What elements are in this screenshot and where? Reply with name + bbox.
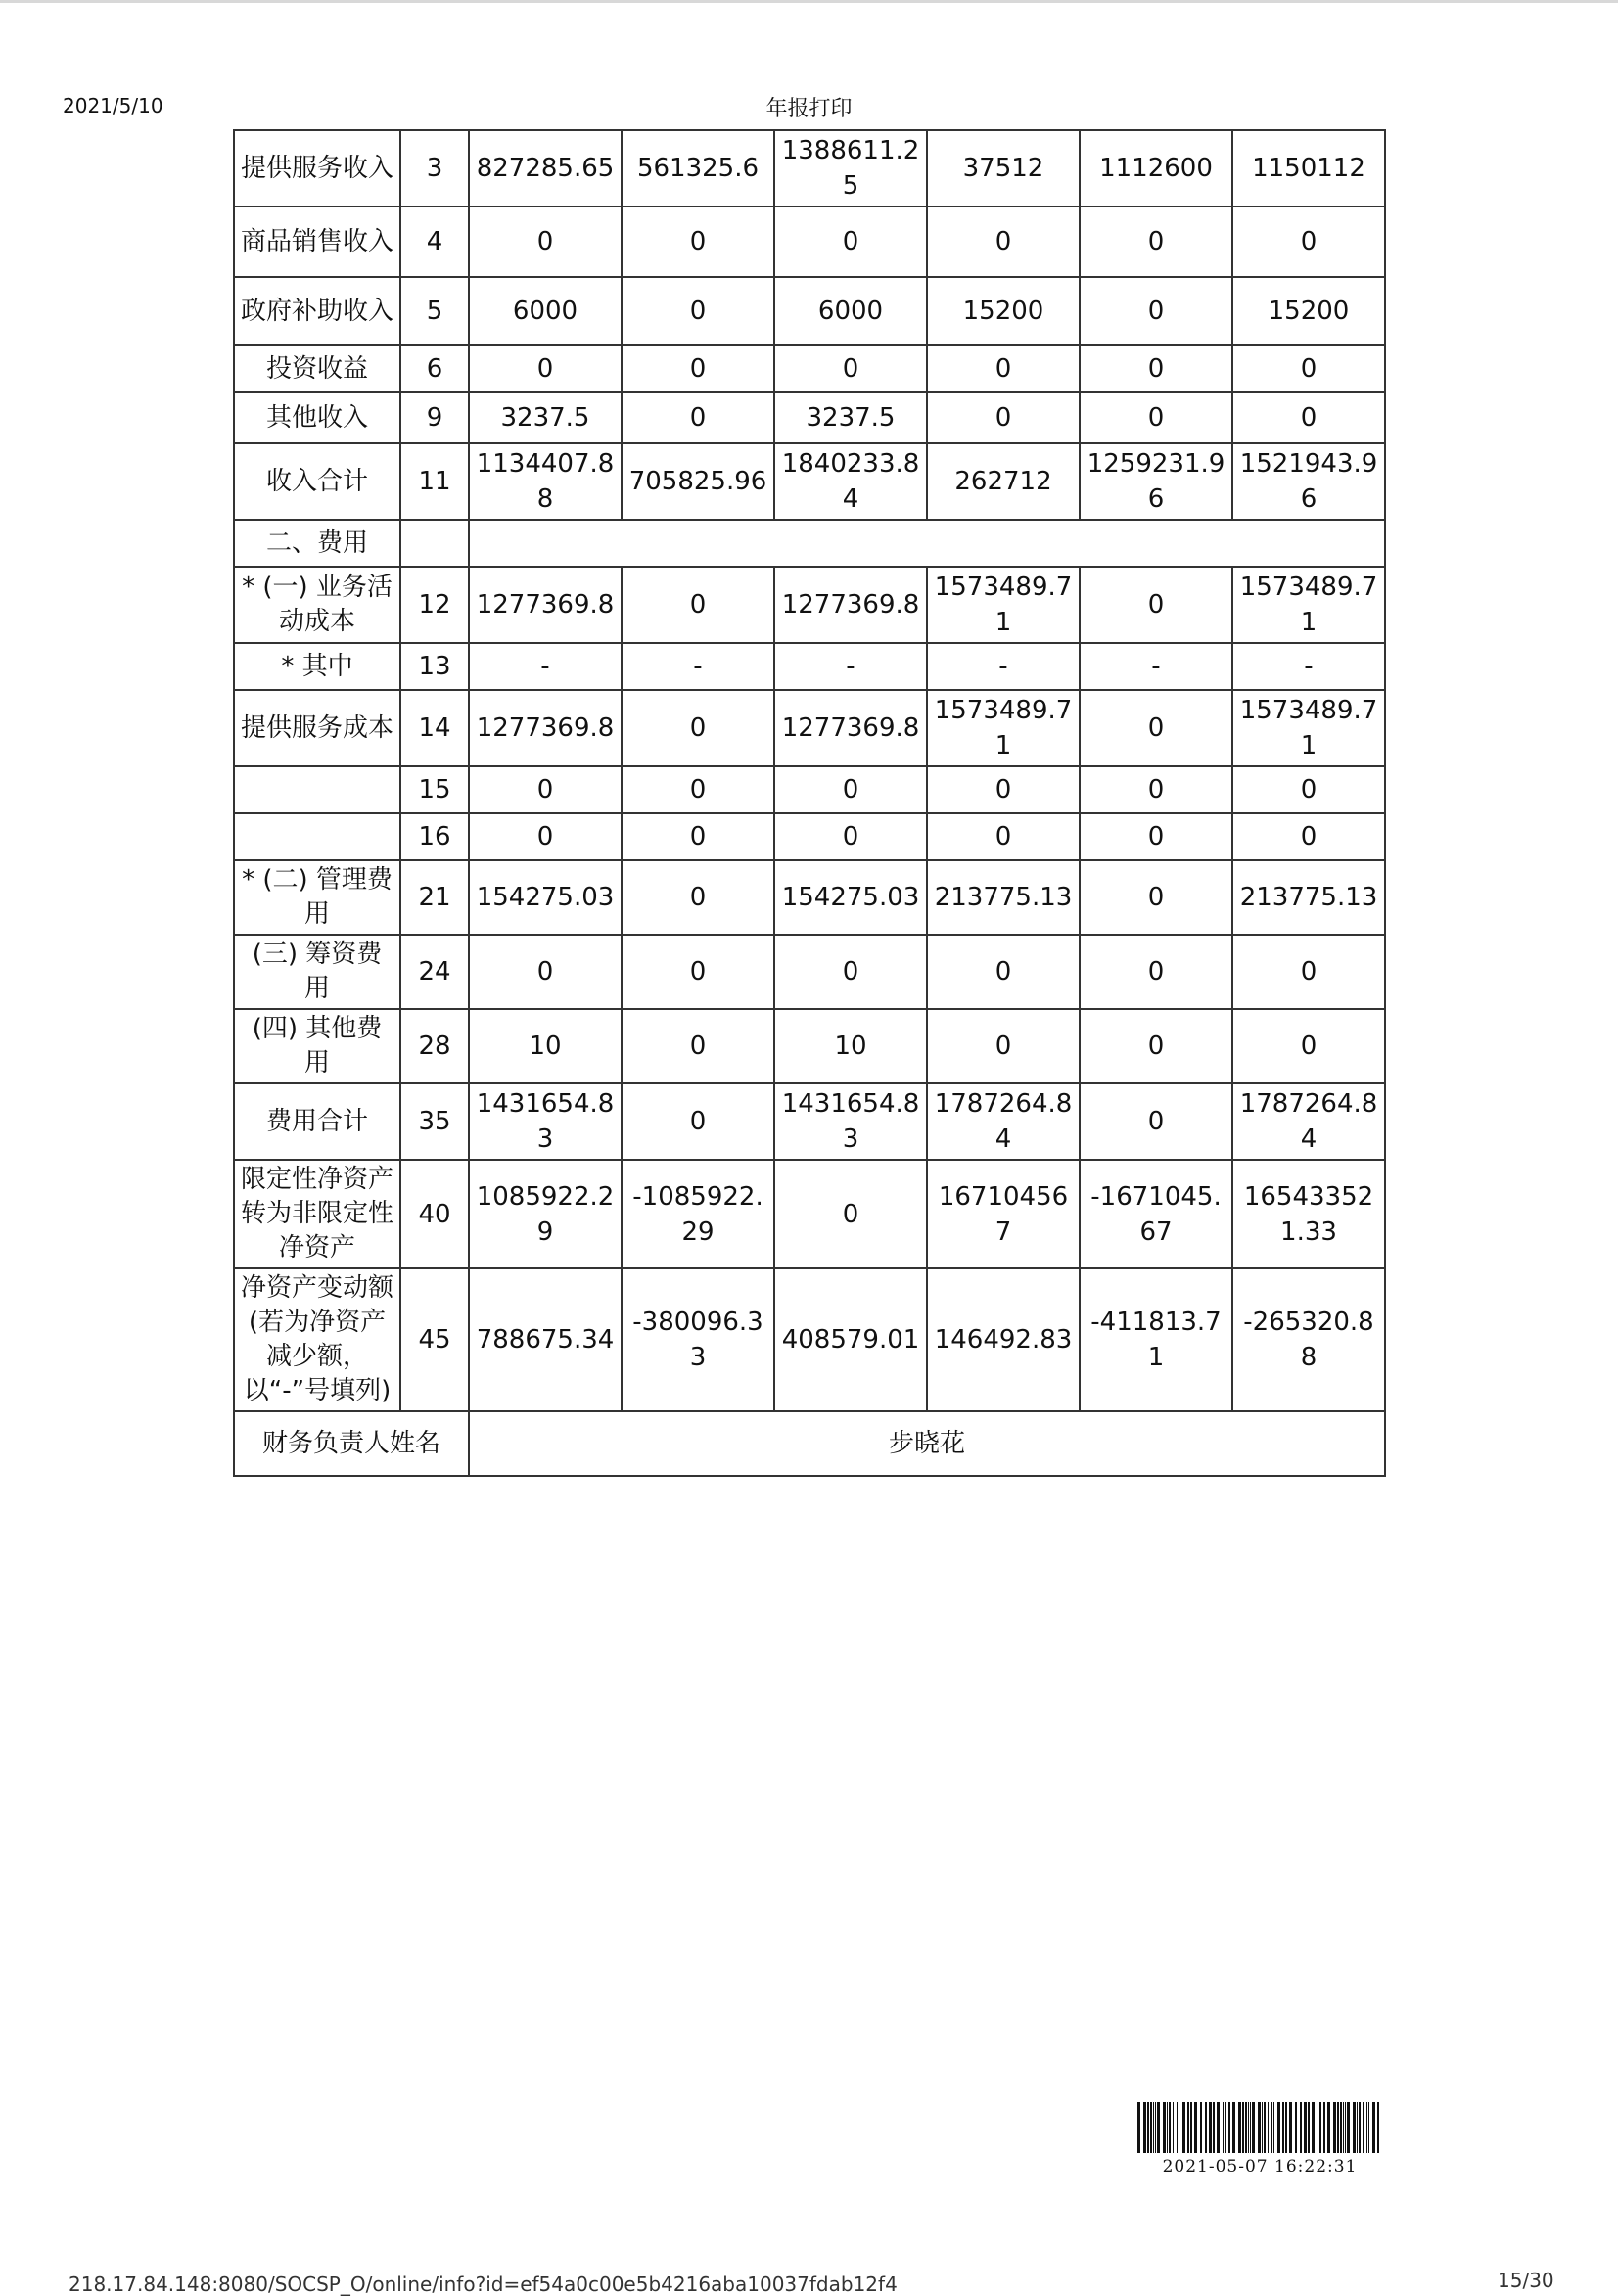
line-number-cell: 13 xyxy=(400,643,469,690)
line-number-cell xyxy=(400,520,469,567)
value-cell: 0 xyxy=(1080,766,1232,813)
value-cell: 1840233.84 xyxy=(774,443,927,520)
table-row xyxy=(234,207,1385,277)
value-cell: 0 xyxy=(927,392,1080,443)
value-cell: 0 xyxy=(1080,935,1232,1009)
value-cell: 1277369.8 xyxy=(469,690,622,766)
footer-url: 218.17.84.148:8080/SOCSP_O/online/info?id=ef54a0c00e5b4216aba10037fdab12f4 xyxy=(69,2273,898,2296)
table-row xyxy=(234,443,1385,520)
value-cell: 705825.96 xyxy=(622,443,774,520)
table-row xyxy=(234,277,1385,345)
page-number: 15/30 xyxy=(1498,2269,1554,2292)
row-label: 提供服务成本 xyxy=(234,690,400,766)
value-cell: - xyxy=(469,643,622,690)
value-cell: 0 xyxy=(1232,935,1385,1009)
value-cell: 0 xyxy=(1080,1083,1232,1160)
value-cell: 0 xyxy=(1080,690,1232,766)
row-label: 限定性净资产转为非限定性净资产 xyxy=(234,1160,400,1268)
value-cell: 0 xyxy=(774,935,927,1009)
value-cell: 0 xyxy=(622,392,774,443)
value-cell: 1521943.96 xyxy=(1232,443,1385,520)
row-label: (四) 其他费用 xyxy=(234,1009,400,1083)
line-number-cell: 6 xyxy=(400,345,469,392)
value-cell: 0 xyxy=(469,207,622,277)
value-cell: 1112600 xyxy=(1080,130,1232,207)
value-cell: 0 xyxy=(1080,345,1232,392)
value-cell: 167104567 xyxy=(927,1160,1080,1268)
line-number-cell: 21 xyxy=(400,860,469,935)
value-cell: 10 xyxy=(469,1009,622,1083)
value-cell: -265320.88 xyxy=(1232,1268,1385,1411)
value-cell: 1431654.83 xyxy=(469,1083,622,1160)
table-row xyxy=(234,1083,1385,1160)
value-cell: 15200 xyxy=(927,277,1080,345)
value-cell: 262712 xyxy=(927,443,1080,520)
value-cell: 0 xyxy=(1232,813,1385,860)
value-cell: 0 xyxy=(1232,345,1385,392)
value-cell: 6000 xyxy=(774,277,927,345)
value-cell: 0 xyxy=(927,935,1080,1009)
line-number-cell: 11 xyxy=(400,443,469,520)
print-date: 2021/5/10 xyxy=(63,94,163,117)
value-cell: 1259231.96 xyxy=(1080,443,1232,520)
signature-row xyxy=(234,1411,1385,1476)
value-cell: 10 xyxy=(774,1009,927,1083)
value-cell: -1085922.29 xyxy=(622,1160,774,1268)
value-cell: 0 xyxy=(622,1083,774,1160)
table-row xyxy=(234,935,1385,1009)
value-cell: 0 xyxy=(774,813,927,860)
value-cell: - xyxy=(622,643,774,690)
section-row xyxy=(234,520,1385,567)
value-cell: 0 xyxy=(1232,392,1385,443)
table-row xyxy=(234,1268,1385,1411)
value-cell: 0 xyxy=(622,860,774,935)
row-label xyxy=(234,813,400,860)
value-cell: 213775.13 xyxy=(1232,860,1385,935)
finance-officer-name: 步晓花 xyxy=(469,1411,1385,1476)
value-cell: 0 xyxy=(469,935,622,1009)
value-cell: 788675.34 xyxy=(469,1268,622,1411)
table-row xyxy=(234,1009,1385,1083)
line-number-cell: 4 xyxy=(400,207,469,277)
row-label: * (二) 管理费用 xyxy=(234,860,400,935)
section-empty-cell xyxy=(469,520,1385,567)
value-cell: 1573489.71 xyxy=(1232,567,1385,643)
value-cell: -1671045.67 xyxy=(1080,1160,1232,1268)
value-cell: 0 xyxy=(1080,392,1232,443)
value-cell: 0 xyxy=(774,345,927,392)
value-cell: 1573489.71 xyxy=(1232,690,1385,766)
value-cell: 1573489.71 xyxy=(927,567,1080,643)
table-row xyxy=(234,643,1385,690)
value-cell: 37512 xyxy=(927,130,1080,207)
value-cell: 165433521.33 xyxy=(1232,1160,1385,1268)
value-cell: 1085922.29 xyxy=(469,1160,622,1268)
value-cell: 0 xyxy=(469,345,622,392)
line-number-cell: 5 xyxy=(400,277,469,345)
value-cell: 0 xyxy=(622,345,774,392)
table-row xyxy=(234,130,1385,207)
value-cell: 0 xyxy=(927,766,1080,813)
value-cell: 6000 xyxy=(469,277,622,345)
value-cell: 0 xyxy=(469,813,622,860)
row-label: 净资产变动额 (若为净资产减少额，以“-”号填列) xyxy=(234,1268,400,1411)
value-cell: 0 xyxy=(1232,207,1385,277)
line-number-cell: 24 xyxy=(400,935,469,1009)
value-cell: 0 xyxy=(622,1009,774,1083)
row-label: * (一) 业务活动成本 xyxy=(234,567,400,643)
table-row xyxy=(234,345,1385,392)
value-cell: -380096.33 xyxy=(622,1268,774,1411)
value-cell: 0 xyxy=(622,690,774,766)
row-label: 商品销售收入 xyxy=(234,207,400,277)
line-number-cell: 12 xyxy=(400,567,469,643)
value-cell: 15200 xyxy=(1232,277,1385,345)
value-cell: 0 xyxy=(1232,1009,1385,1083)
value-cell: 0 xyxy=(1232,766,1385,813)
value-cell: 0 xyxy=(469,766,622,813)
value-cell: 1277369.8 xyxy=(469,567,622,643)
value-cell: 561325.6 xyxy=(622,130,774,207)
value-cell: 0 xyxy=(927,207,1080,277)
value-cell: 0 xyxy=(622,567,774,643)
value-cell: 0 xyxy=(774,766,927,813)
value-cell: 1134407.88 xyxy=(469,443,622,520)
value-cell: 154275.03 xyxy=(774,860,927,935)
barcode-icon xyxy=(1137,2102,1382,2153)
value-cell: 0 xyxy=(774,1160,927,1268)
value-cell: 3237.5 xyxy=(469,392,622,443)
value-cell: - xyxy=(1080,643,1232,690)
value-cell: 3237.5 xyxy=(774,392,927,443)
page-top-rule xyxy=(0,0,1618,3)
value-cell: 1787264.84 xyxy=(1232,1083,1385,1160)
value-cell: 0 xyxy=(1080,567,1232,643)
value-cell: 0 xyxy=(1080,860,1232,935)
value-cell: 1431654.83 xyxy=(774,1083,927,1160)
table-row xyxy=(234,690,1385,766)
value-cell: - xyxy=(774,643,927,690)
value-cell: 827285.65 xyxy=(469,130,622,207)
row-label: 费用合计 xyxy=(234,1083,400,1160)
line-number-cell: 35 xyxy=(400,1083,469,1160)
value-cell: -411813.71 xyxy=(1080,1268,1232,1411)
value-cell: 0 xyxy=(927,813,1080,860)
row-label: 政府补助收入 xyxy=(234,277,400,345)
value-cell: 1277369.8 xyxy=(774,567,927,643)
value-cell: 1388611.25 xyxy=(774,130,927,207)
value-cell: 146492.83 xyxy=(927,1268,1080,1411)
row-label: 二、费用 xyxy=(234,520,400,567)
value-cell: - xyxy=(1232,643,1385,690)
row-label: 收入合计 xyxy=(234,443,400,520)
value-cell: 0 xyxy=(622,935,774,1009)
row-label: 投资收益 xyxy=(234,345,400,392)
table-row xyxy=(234,1160,1385,1268)
financial-report-table xyxy=(233,129,1386,1477)
table-row xyxy=(234,766,1385,813)
value-cell: 0 xyxy=(1080,207,1232,277)
line-number-cell: 3 xyxy=(400,130,469,207)
table-row xyxy=(234,860,1385,935)
row-label xyxy=(234,766,400,813)
table-row xyxy=(234,392,1385,443)
value-cell: 0 xyxy=(927,345,1080,392)
value-cell: 1573489.71 xyxy=(927,690,1080,766)
signature-label: 财务负责人姓名 xyxy=(234,1411,469,1476)
row-label: * 其中 xyxy=(234,643,400,690)
value-cell: 1150112 xyxy=(1232,130,1385,207)
line-number-cell: 28 xyxy=(400,1009,469,1083)
page-title: 年报打印 xyxy=(765,97,853,121)
line-number-cell: 9 xyxy=(400,392,469,443)
value-cell: 1787264.84 xyxy=(927,1083,1080,1160)
row-label: 其他收入 xyxy=(234,392,400,443)
line-number-cell: 15 xyxy=(400,766,469,813)
value-cell: 0 xyxy=(622,277,774,345)
barcode-timestamp: 2021-05-07 16:22:31 xyxy=(1162,2157,1358,2177)
value-cell: 0 xyxy=(774,207,927,277)
line-number-cell: 14 xyxy=(400,690,469,766)
value-cell: 0 xyxy=(1080,813,1232,860)
table-row xyxy=(234,567,1385,643)
value-cell: 0 xyxy=(1080,277,1232,345)
value-cell: 408579.01 xyxy=(774,1268,927,1411)
value-cell: 0 xyxy=(927,1009,1080,1083)
row-label: (三) 筹资费用 xyxy=(234,935,400,1009)
table-row xyxy=(234,813,1385,860)
line-number-cell: 16 xyxy=(400,813,469,860)
line-number-cell: 45 xyxy=(400,1268,469,1411)
line-number-cell: 40 xyxy=(400,1160,469,1268)
value-cell: 0 xyxy=(622,766,774,813)
row-label: 提供服务收入 xyxy=(234,130,400,207)
value-cell: - xyxy=(927,643,1080,690)
value-cell: 154275.03 xyxy=(469,860,622,935)
value-cell: 213775.13 xyxy=(927,860,1080,935)
value-cell: 0 xyxy=(622,813,774,860)
value-cell: 0 xyxy=(1080,1009,1232,1083)
value-cell: 1277369.8 xyxy=(774,690,927,766)
value-cell: 0 xyxy=(622,207,774,277)
